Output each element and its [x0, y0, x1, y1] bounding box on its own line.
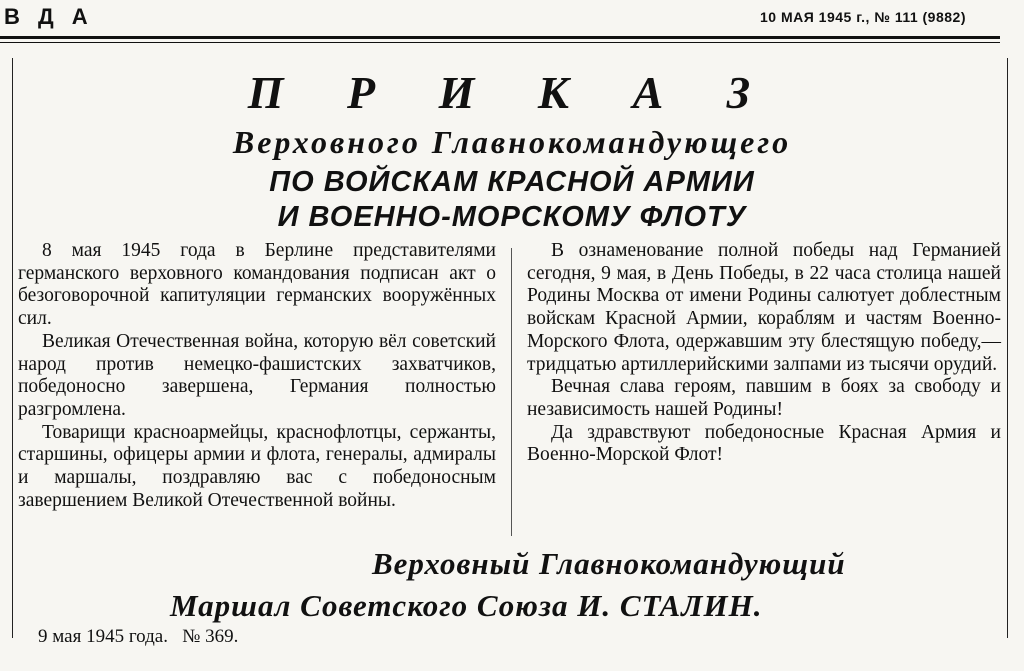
right-column: [527, 240, 1001, 467]
paragraph: 8 мая 1945 года в Берлине представителями германского верховного командования подписан акт о безоговорочной капитуляции германских вооружённых сил.: [18, 240, 496, 330]
masthead-rule-thick: [0, 36, 1000, 39]
issue-date-number: 10 МАЯ 1945 г., № 111 (9882): [760, 9, 966, 25]
signature-title: Верховный Главнокомандующий: [372, 546, 846, 581]
paragraph: Да здравствуют победоносные Красная Армия и Военно-Морской Флот!: [527, 421, 1001, 466]
left-column: [18, 240, 496, 512]
paragraph: Вечная слава героям, павшим в боях за свободу и независимость нашей Родины!: [527, 376, 1001, 420]
order-heading-line1: ПО ВОЙСКАМ КРАСНОЙ АРМИИ: [269, 166, 755, 198]
masthead-name: В Д А: [4, 4, 94, 29]
paragraph: В ознаменование полной победы над Германией сегодня, 9 мая, в День Победы, в 22 часа столица нашей Родины Москва от имени Родины салютует доблестным войскам Красной Армии, кораблям и частям Военно-Морского Флота, одержавшим эту блестящую победу,— тридцатью артиллерийскими залпами из тысячи орудий.: [527, 240, 1001, 375]
order-title: П Р И К А З: [247, 67, 777, 118]
signature-name: Маршал Советского Союза И. СТАЛИН.: [170, 588, 763, 623]
paragraph: Товарищи красноармейцы, краснофлотцы, сержанты, старшины, офицеры армии и флота, генералы, адмиралы и маршалы, поздравляю вас с победоносным завершением Великой Отечественной войны.: [18, 421, 496, 511]
order-date-number: 9 мая 1945 года. № 369.: [38, 626, 239, 647]
order-subtitle: Верховного Главнокомандующего: [232, 124, 792, 160]
paragraph: Великая Отечественная война, которую вёл советский народ против немецко-фашистских захватчиков, победоносно завершена, Германия полностью разгромлена.: [18, 330, 496, 420]
column-divider: [511, 248, 512, 536]
order-heading-line2: И ВОЕННО-МОРСКОМУ ФЛОТУ: [277, 201, 747, 233]
masthead-rule-thin: [0, 42, 1000, 43]
